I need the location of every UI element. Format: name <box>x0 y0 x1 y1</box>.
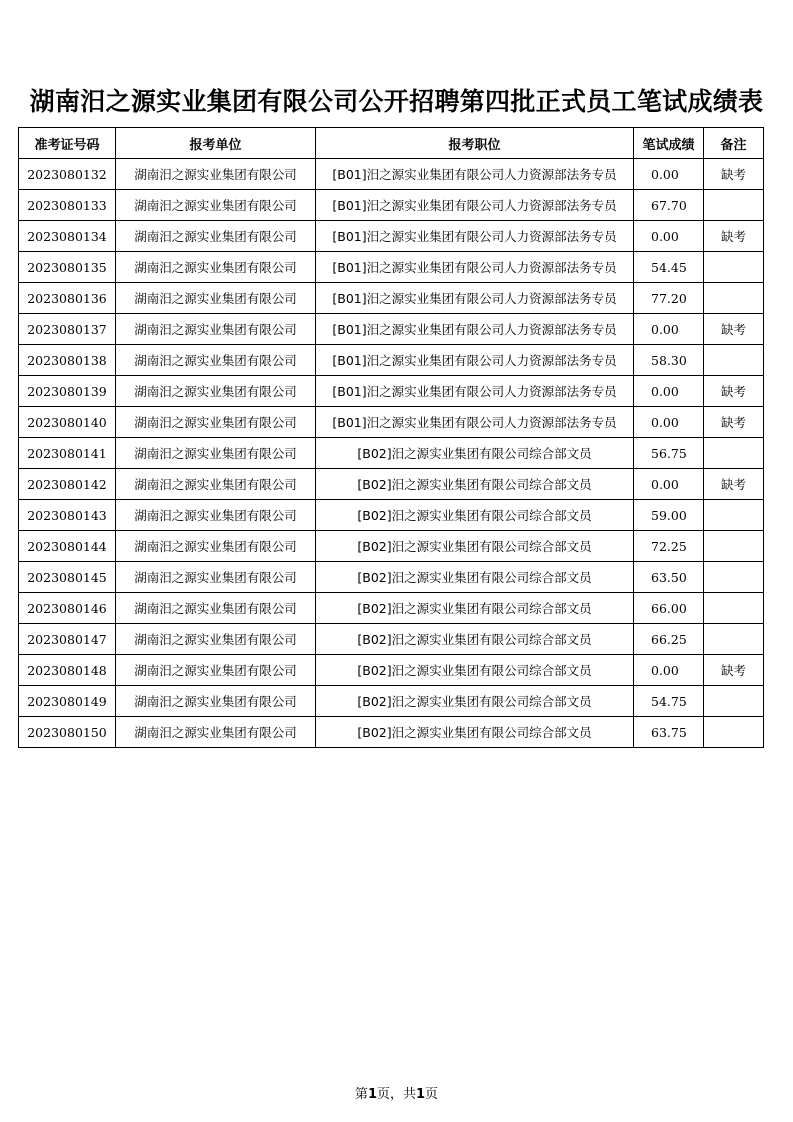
cell-note <box>704 438 764 469</box>
cell-exam-id: 2023080133 <box>19 190 116 221</box>
cell-unit: 湖南汨之源实业集团有限公司 <box>116 655 316 686</box>
cell-score: 0.00 <box>634 314 704 345</box>
cell-position: [B02]汨之源实业集团有限公司综合部文员 <box>316 717 634 748</box>
table-row <box>19 314 764 345</box>
cell-unit: 湖南汨之源实业集团有限公司 <box>116 345 316 376</box>
cell-score: 56.75 <box>634 438 704 469</box>
cell-exam-id: 2023080140 <box>19 407 116 438</box>
table-header-row <box>19 128 764 159</box>
cell-note <box>704 283 764 314</box>
score-table <box>18 127 764 748</box>
cell-unit: 湖南汨之源实业集团有限公司 <box>116 686 316 717</box>
cell-note: 缺考 <box>704 221 764 252</box>
table-row <box>19 624 764 655</box>
header-exam-id: 准考证号码 <box>19 128 116 159</box>
cell-note <box>704 686 764 717</box>
cell-unit: 湖南汨之源实业集团有限公司 <box>116 221 316 252</box>
cell-position: [B02]汨之源实业集团有限公司综合部文员 <box>316 469 634 500</box>
footer-prefix: 第 <box>354 1087 368 1102</box>
cell-unit: 湖南汨之源实业集团有限公司 <box>116 500 316 531</box>
cell-score: 0.00 <box>634 469 704 500</box>
cell-score: 0.00 <box>634 159 704 190</box>
cell-position: [B01]汨之源实业集团有限公司人力资源部法务专员 <box>316 221 634 252</box>
cell-position: [B01]汨之源实业集团有限公司人力资源部法务专员 <box>316 376 634 407</box>
cell-unit: 湖南汨之源实业集团有限公司 <box>116 376 316 407</box>
cell-unit: 湖南汨之源实业集团有限公司 <box>116 717 316 748</box>
cell-position: [B02]汨之源实业集团有限公司综合部文员 <box>316 686 634 717</box>
cell-position: [B02]汨之源实业集团有限公司综合部文员 <box>316 593 634 624</box>
table-row <box>19 376 764 407</box>
cell-unit: 湖南汨之源实业集团有限公司 <box>116 593 316 624</box>
cell-score: 54.45 <box>634 252 704 283</box>
cell-exam-id: 2023080139 <box>19 376 116 407</box>
cell-score: 67.70 <box>634 190 704 221</box>
table-body <box>19 159 764 748</box>
cell-note <box>704 500 764 531</box>
cell-score: 63.75 <box>634 717 704 748</box>
cell-position: [B01]汨之源实业集团有限公司人力资源部法务专员 <box>316 314 634 345</box>
cell-score: 0.00 <box>634 376 704 407</box>
table-row <box>19 686 764 717</box>
cell-score: 63.50 <box>634 562 704 593</box>
table-row <box>19 500 764 531</box>
page-footer <box>0 1085 793 1105</box>
cell-unit: 湖南汨之源实业集团有限公司 <box>116 469 316 500</box>
cell-position: [B01]汨之源实业集团有限公司人力资源部法务专员 <box>316 345 634 376</box>
cell-note <box>704 624 764 655</box>
cell-exam-id: 2023080137 <box>19 314 116 345</box>
cell-unit: 湖南汨之源实业集团有限公司 <box>116 531 316 562</box>
table-row <box>19 252 764 283</box>
table-row <box>19 407 764 438</box>
cell-unit: 湖南汨之源实业集团有限公司 <box>116 159 316 190</box>
cell-position: [B02]汨之源实业集团有限公司综合部文员 <box>316 438 634 469</box>
cell-note <box>704 717 764 748</box>
cell-score: 58.30 <box>634 345 704 376</box>
table-row <box>19 531 764 562</box>
cell-score: 66.25 <box>634 624 704 655</box>
cell-unit: 湖南汨之源实业集团有限公司 <box>116 562 316 593</box>
cell-note: 缺考 <box>704 655 764 686</box>
table-row <box>19 655 764 686</box>
cell-exam-id: 2023080142 <box>19 469 116 500</box>
table-row <box>19 562 764 593</box>
cell-note <box>704 593 764 624</box>
cell-unit: 湖南汨之源实业集团有限公司 <box>116 190 316 221</box>
cell-score: 72.25 <box>634 531 704 562</box>
cell-exam-id: 2023080134 <box>19 221 116 252</box>
page-title: 湖南汨之源实业集团有限公司公开招聘第四批正式员工笔试成绩表 <box>29 87 764 116</box>
cell-score: 66.00 <box>634 593 704 624</box>
header-unit: 报考单位 <box>116 128 316 159</box>
cell-score: 0.00 <box>634 221 704 252</box>
cell-exam-id: 2023080132 <box>19 159 116 190</box>
cell-position: [B01]汨之源实业集团有限公司人力资源部法务专员 <box>316 407 634 438</box>
cell-unit: 湖南汨之源实业集团有限公司 <box>116 438 316 469</box>
footer-current-page: 1 <box>367 1087 377 1102</box>
cell-exam-id: 2023080135 <box>19 252 116 283</box>
table-row <box>19 283 764 314</box>
header-position: 报考职位 <box>316 128 634 159</box>
footer-middle: 页，共 <box>376 1087 416 1102</box>
table-row <box>19 717 764 748</box>
cell-unit: 湖南汨之源实业集团有限公司 <box>116 283 316 314</box>
table-row <box>19 190 764 221</box>
cell-position: [B02]汨之源实业集团有限公司综合部文员 <box>316 562 634 593</box>
cell-score: 0.00 <box>634 407 704 438</box>
cell-note <box>704 562 764 593</box>
cell-note: 缺考 <box>704 469 764 500</box>
cell-note <box>704 531 764 562</box>
cell-position: [B01]汨之源实业集团有限公司人力资源部法务专员 <box>316 159 634 190</box>
cell-exam-id: 2023080141 <box>19 438 116 469</box>
cell-note: 缺考 <box>704 376 764 407</box>
table-row <box>19 469 764 500</box>
cell-note <box>704 345 764 376</box>
cell-note <box>704 190 764 221</box>
cell-exam-id: 2023080136 <box>19 283 116 314</box>
cell-score: 59.00 <box>634 500 704 531</box>
table-row <box>19 438 764 469</box>
header-note: 备注 <box>704 128 764 159</box>
cell-exam-id: 2023080145 <box>19 562 116 593</box>
cell-exam-id: 2023080146 <box>19 593 116 624</box>
cell-exam-id: 2023080138 <box>19 345 116 376</box>
cell-exam-id: 2023080143 <box>19 500 116 531</box>
table-row <box>19 593 764 624</box>
cell-exam-id: 2023080144 <box>19 531 116 562</box>
cell-position: [B02]汨之源实业集团有限公司综合部文员 <box>316 655 634 686</box>
cell-unit: 湖南汨之源实业集团有限公司 <box>116 407 316 438</box>
table-row <box>19 345 764 376</box>
header-score: 笔试成绩 <box>634 128 704 159</box>
cell-score: 77.20 <box>634 283 704 314</box>
cell-note: 缺考 <box>704 407 764 438</box>
cell-score: 0.00 <box>634 655 704 686</box>
cell-exam-id: 2023080149 <box>19 686 116 717</box>
footer-total-pages: 1 <box>416 1087 426 1102</box>
table-row <box>19 221 764 252</box>
cell-exam-id: 2023080148 <box>19 655 116 686</box>
cell-exam-id: 2023080150 <box>19 717 116 748</box>
footer-suffix: 页 <box>425 1087 439 1102</box>
table-row <box>19 159 764 190</box>
cell-exam-id: 2023080147 <box>19 624 116 655</box>
cell-unit: 湖南汨之源实业集团有限公司 <box>116 624 316 655</box>
cell-score: 54.75 <box>634 686 704 717</box>
cell-position: [B02]汨之源实业集团有限公司综合部文员 <box>316 624 634 655</box>
cell-note <box>704 252 764 283</box>
cell-position: [B02]汨之源实业集团有限公司综合部文员 <box>316 500 634 531</box>
cell-unit: 湖南汨之源实业集团有限公司 <box>116 252 316 283</box>
cell-position: [B01]汨之源实业集团有限公司人力资源部法务专员 <box>316 252 634 283</box>
cell-unit: 湖南汨之源实业集团有限公司 <box>116 314 316 345</box>
cell-position: [B01]汨之源实业集团有限公司人力资源部法务专员 <box>316 190 634 221</box>
cell-position: [B01]汨之源实业集团有限公司人力资源部法务专员 <box>316 283 634 314</box>
cell-note: 缺考 <box>704 314 764 345</box>
cell-position: [B02]汨之源实业集团有限公司综合部文员 <box>316 531 634 562</box>
cell-note: 缺考 <box>704 159 764 190</box>
